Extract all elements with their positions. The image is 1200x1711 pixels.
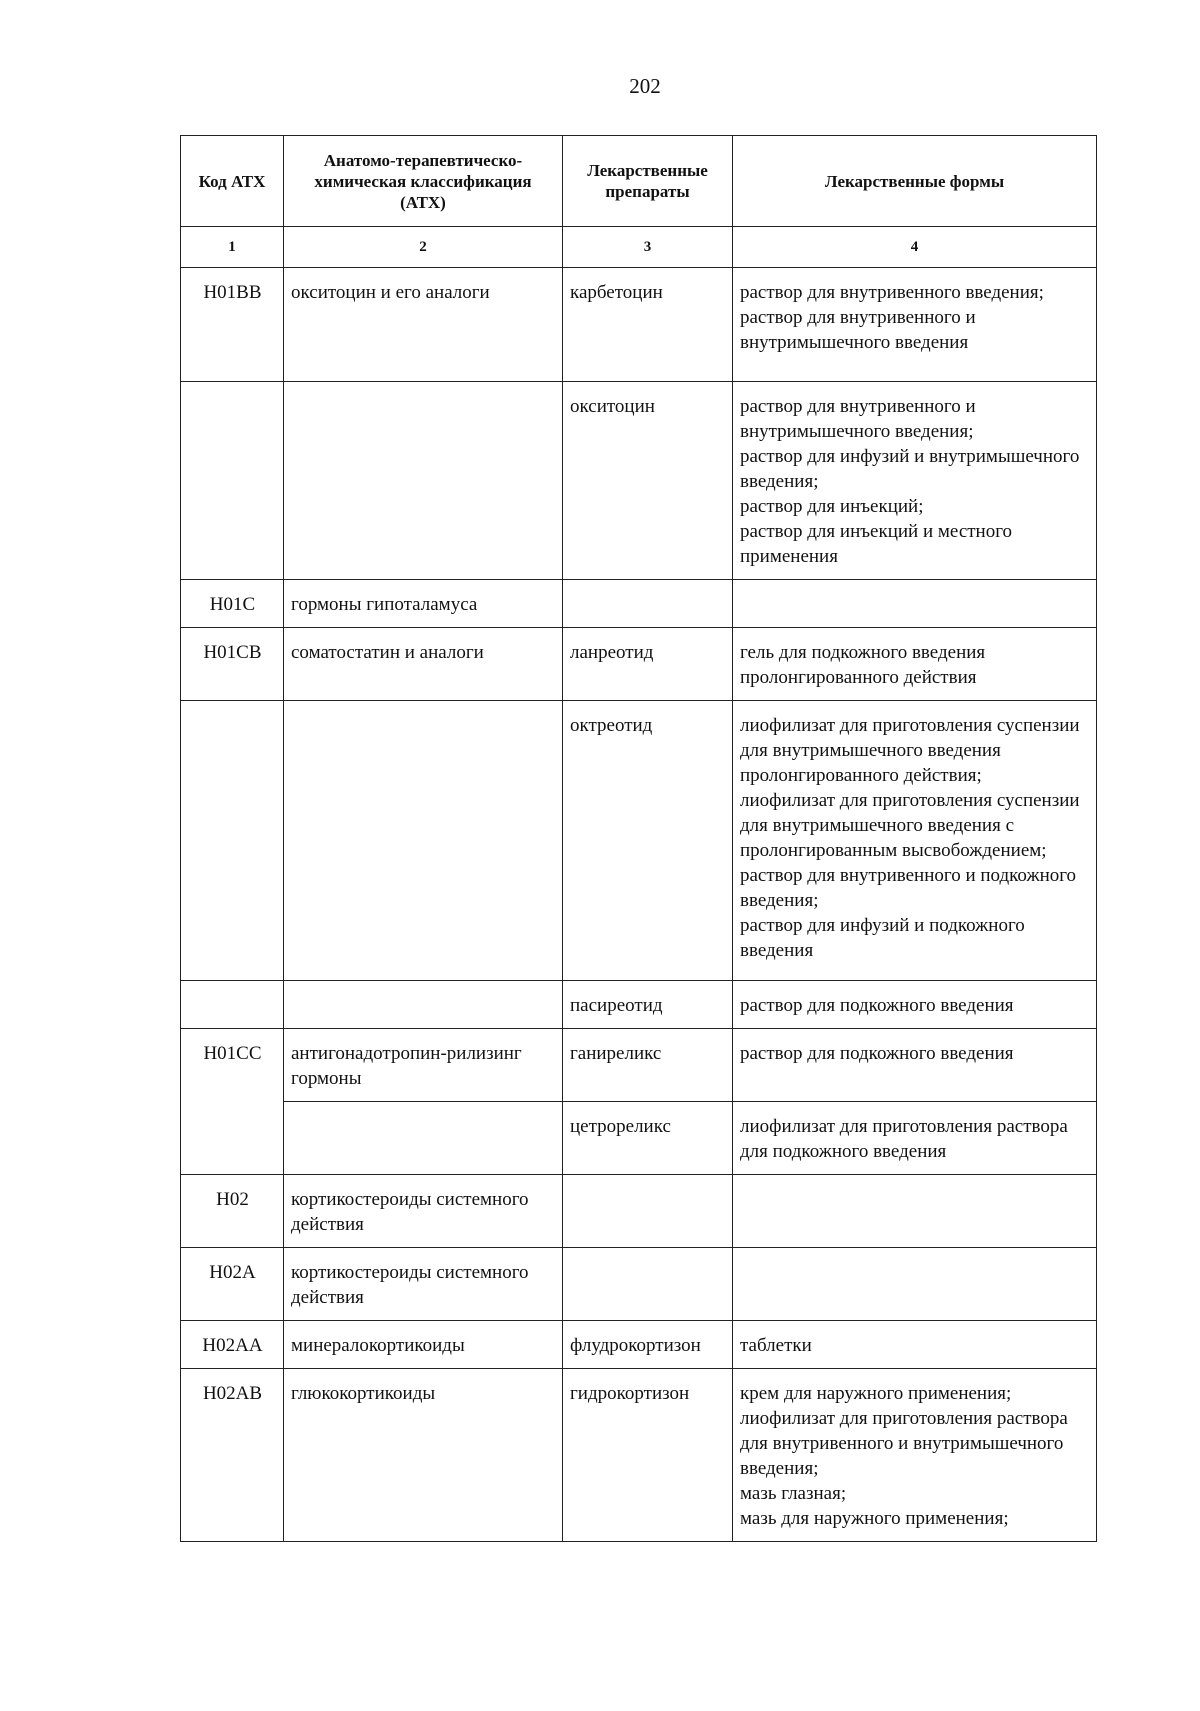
- column-number: 2: [284, 227, 563, 268]
- header-row: [181, 136, 1097, 227]
- drug-cell: [563, 580, 733, 628]
- atx-table: [180, 135, 1097, 1542]
- table-row: [181, 1369, 1097, 1542]
- table-row: [181, 1029, 1097, 1102]
- forms-cell: раствор для внутривенного введения; раствор для внутривенного и внутримышечного введения: [733, 268, 1097, 382]
- drug-cell: окситоцин: [563, 382, 733, 580]
- atx-code-cell: [181, 382, 284, 580]
- classification-cell: минералокортикоиды: [284, 1321, 563, 1369]
- header-drugs: Лекарственные препараты: [563, 136, 733, 227]
- drug-cell: пасиреотид: [563, 981, 733, 1029]
- atx-code-cell: H01CC: [181, 1029, 284, 1175]
- forms-cell: [733, 1248, 1097, 1321]
- column-number-row: [181, 227, 1097, 268]
- table-row: [181, 1175, 1097, 1248]
- atx-code-cell: H01C: [181, 580, 284, 628]
- drug-cell: ланреотид: [563, 628, 733, 701]
- table-row: [181, 268, 1097, 382]
- classification-cell: [284, 1102, 563, 1175]
- forms-cell: лиофилизат для приготовления суспензии для внутримышечного введения пролонгированного действия; лиофилизат для приготовления суспензии для внутримышечного введения с пролонгированным высвобождением; раствор для внутривенного и подкожного введения; раствор для инфузий и подкожного введения: [733, 701, 1097, 981]
- drug-cell: [563, 1175, 733, 1248]
- atx-code-cell: H01CB: [181, 628, 284, 701]
- atx-code-cell: [181, 701, 284, 981]
- page-number: 202: [629, 74, 661, 98]
- drug-cell: гидрокортизон: [563, 1369, 733, 1542]
- forms-cell: таблетки: [733, 1321, 1097, 1369]
- classification-cell: [284, 701, 563, 981]
- forms-cell: гель для подкожного введения пролонгированного действия: [733, 628, 1097, 701]
- classification-cell: гормоны гипоталамуса: [284, 580, 563, 628]
- table-row: [181, 382, 1097, 580]
- column-number: 3: [563, 227, 733, 268]
- table-row: [181, 1321, 1097, 1369]
- classification-cell: окситоцин и его аналоги: [284, 268, 563, 382]
- column-number: 4: [733, 227, 1097, 268]
- forms-cell: крем для наружного применения; лиофилизат для приготовления раствора для внутривенного и внутримышечного введения; мазь глазная; мазь для наружного применения;: [733, 1369, 1097, 1542]
- forms-cell: раствор для подкожного введения: [733, 1029, 1097, 1102]
- forms-cell: лиофилизат для приготовления раствора для подкожного введения: [733, 1102, 1097, 1175]
- table-row: [181, 1102, 1097, 1175]
- atx-code-cell: H02A: [181, 1248, 284, 1321]
- table-row: [181, 1248, 1097, 1321]
- forms-cell: раствор для подкожного введения: [733, 981, 1097, 1029]
- header-code: Код АТХ: [181, 136, 284, 227]
- classification-cell: глюкокортикоиды: [284, 1369, 563, 1542]
- forms-cell: раствор для внутривенного и внутримышечного введения; раствор для инфузий и внутримышечного введения; раствор для инъекций; раствор для инъекций и местного применения: [733, 382, 1097, 580]
- drug-cell: карбетоцин: [563, 268, 733, 382]
- atx-code-cell: H01BB: [181, 268, 284, 382]
- table-row: [181, 701, 1097, 981]
- atx-code-cell: H02: [181, 1175, 284, 1248]
- header-forms: Лекарственные формы: [733, 136, 1097, 227]
- header-classification: Анатомо-терапевтическо-химическая классификация (АТХ): [284, 136, 563, 227]
- classification-cell: кортикостероиды системного действия: [284, 1248, 563, 1321]
- atx-code-cell: [181, 981, 284, 1029]
- drug-cell: ганиреликс: [563, 1029, 733, 1102]
- drug-cell: [563, 1248, 733, 1321]
- table-row: [181, 628, 1097, 701]
- drug-cell: цетрореликс: [563, 1102, 733, 1175]
- atx-code-cell: H02AB: [181, 1369, 284, 1542]
- classification-cell: [284, 981, 563, 1029]
- classification-cell: кортикостероиды системного действия: [284, 1175, 563, 1248]
- table-row: [181, 981, 1097, 1029]
- column-number: 1: [181, 227, 284, 268]
- drug-cell: октреотид: [563, 701, 733, 981]
- classification-cell: соматостатин и аналоги: [284, 628, 563, 701]
- classification-cell: [284, 382, 563, 580]
- table-row: [181, 580, 1097, 628]
- forms-cell: [733, 1175, 1097, 1248]
- forms-cell: [733, 580, 1097, 628]
- atx-code-cell: H02AA: [181, 1321, 284, 1369]
- drug-cell: флудрокортизон: [563, 1321, 733, 1369]
- classification-cell: антигонадотропин-рилизинг гормоны: [284, 1029, 563, 1102]
